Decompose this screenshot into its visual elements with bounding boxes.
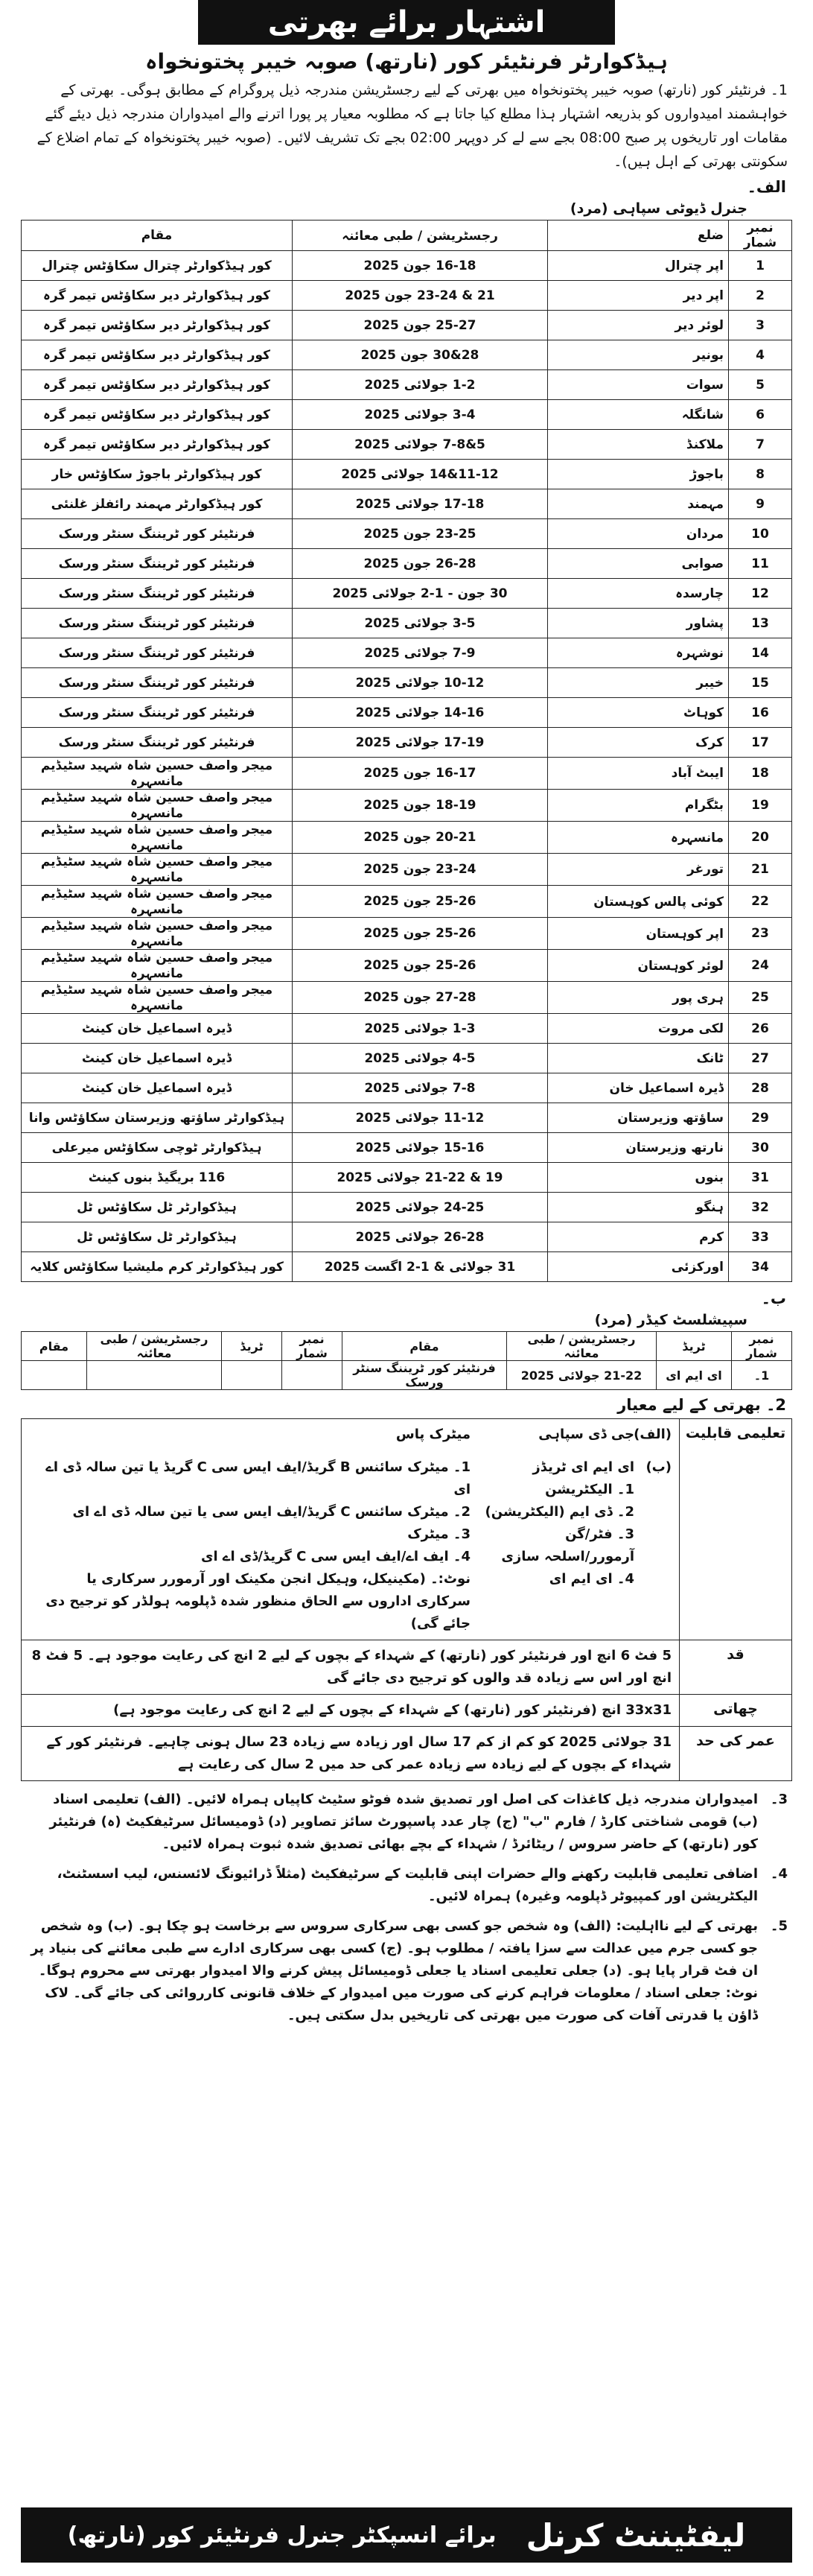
cell-date: 20-21 جون 2025 [293,822,548,854]
edu-b-req: 2۔ میٹرک سائنس C گریڈ/ایف ایس سی یا تین سالہ ڈی اے ای [72,1504,471,1520]
cell-district: مردان [548,519,729,549]
table-row [22,1252,792,1282]
cell-district: تورغر [548,854,729,886]
cell-serial: 20 [729,822,792,854]
cell-date: 1-3 جولائی 2025 [293,1014,548,1044]
cell-date: 25-27 جون 2025 [293,311,548,340]
cell-place: ہیڈکوارٹر ٹل سکاؤٹس ٹل [22,1193,293,1222]
cell-date: 25-26 جون 2025 [293,886,548,918]
cell-district: کوئی پالس کوہستان [548,886,729,918]
cell-place: کور ہیڈکوارٹر دیر سکاؤٹس تیمر گرہ [22,311,293,340]
cell-date: 26-28 جولائی 2025 [293,1222,548,1252]
cell-serial: 3 [729,311,792,340]
header-serial: نمبر شمار [729,221,792,251]
table-row [22,1014,792,1044]
cell-district: اورکزئی [548,1252,729,1282]
section-2-label [27,1396,786,1414]
signature-banner [21,2507,792,2563]
cell-date: 23-24 جون 2025 [293,854,548,886]
cell-date: 16-18 جون 2025 [293,251,548,281]
cell-serial: 9 [729,489,792,519]
cell-district: شانگلہ [548,400,729,430]
note-number: 5۔ [770,1918,788,1934]
cell-district: لکی مروت [548,1014,729,1044]
cell-serial: 32 [729,1193,792,1222]
note-text: امیدواران مندرجہ ذیل کاغذات کی اصل اور تصدیق شدہ فوٹو سٹیٹ کاپیاں ہمراہ لائیں۔ (الف) تعلیمی اسناد (ب) قومی شناختی کارڈ / فارم "ب" (ج) چار عدد پاسپورٹ سائز تصاویر (د) ڈومیسائل سرٹیفکیٹ (ہ) فرنٹیئر کور (نارتھ) کے حاضر سروس / ریٹائرڈ / شہداء کے بچے بھائی تصدیق شدہ ثبوت ہمراہ لائیں۔ [49,1792,758,1852]
cell-place: فرنٹیئر کور ٹریننگ سنٹر ورسک [22,519,293,549]
cell-district: اپر دیر [548,281,729,311]
edu-b-trades [471,1456,634,1635]
cell-date: 7-9 جولائی 2025 [293,638,548,668]
spec-header-serial: نمبر شمار [732,1332,792,1361]
page-subtitle: ہیڈکوارٹر فرنٹیئر کور (نارتھ) صوبہ خیبر پختونخواہ [145,49,668,74]
signature-rank: لیفٹیننٹ کرنل [526,2516,746,2554]
cell-place: میجر واصف حسین شاہ شہید سٹیڈیم مانسہرہ [22,950,293,982]
cell-district: کوہاٹ [548,698,729,728]
cell-place: کور ہیڈکوارٹر چترال سکاؤٹس چترال [22,251,293,281]
cell-district: سوات [548,370,729,400]
section-2-marker: 2۔ [766,1396,786,1414]
table-row [22,822,792,854]
edu-b-req: 1۔ میٹرک سائنس B گریڈ/ایف ایس سی C گریڈ یا تین سالہ ڈی اے ای [45,1459,471,1497]
table-row [22,1044,792,1073]
table-row [22,886,792,918]
table-row [22,1103,792,1133]
table-row [22,400,792,430]
cell-date: 25-26 جون 2025 [293,918,548,950]
cell-serial: 15 [729,668,792,698]
table-row [22,1193,792,1222]
edu-b-trade: آرمورر/اسلحہ سازی [501,1549,634,1564]
header-place: مقام [22,221,293,251]
cell-district: ساؤتھ وزیرستان [548,1103,729,1133]
notes-section [21,1789,792,2027]
edu-b-head: ای ایم ای ٹریڈز [532,1459,634,1475]
table-row [22,728,792,758]
cell-serial: 23 [729,918,792,950]
cell-place: کور ہیڈکوارٹر دیر سکاؤٹس تیمر گرہ [22,281,293,311]
cell-place: کور ہیڈکوارٹر دیر سکاؤٹس تیمر گرہ [22,340,293,370]
table-row [22,668,792,698]
cell-serial: 21 [729,854,792,886]
cell-district: چارسدہ [548,579,729,609]
cell-serial: 11 [729,549,792,579]
cell-place: فرنٹیئر کور ٹریننگ سنٹر ورسک [22,668,293,698]
cell-serial: 7 [729,430,792,460]
schedule-header-row [22,221,792,251]
cell-district: صوابی [548,549,729,579]
edu-b-trade: 4۔ ای ایم ای [549,1571,634,1587]
cell-serial: 1 [729,251,792,281]
note-number: 3۔ [770,1792,788,1807]
cell-district: خیبر [548,668,729,698]
schedule-table [21,220,792,1282]
cell-serial: 25 [729,982,792,1014]
cell-district: لوئر کوہستان [548,950,729,982]
cell-district: ایبٹ آباد [548,758,729,790]
cell-place: ڈیرہ اسماعیل خان کینٹ [22,1044,293,1073]
cell-date: 28&30 جون 2025 [293,340,548,370]
cell-district: کرک [548,728,729,758]
cell-date: 11-12 جولائی 2025 [293,1103,548,1133]
spec-header-date: رجسٹریشن / طبی معائنہ [507,1332,657,1361]
note-item [25,1915,788,2027]
header-district: ضلع [548,221,729,251]
cell-date: 31 جولائی & 1-2 اگست 2025 [293,1252,548,1282]
cell-date: 11-12&14 جولائی 2025 [293,460,548,489]
cell-serial: 24 [729,950,792,982]
chest-label: چھاتی [679,1695,791,1726]
table-row [22,370,792,400]
cell-serial: 34 [729,1252,792,1282]
spec-cell-date: 21-22 جولائی 2025 [507,1361,657,1390]
edu-a-key: (الف) [634,1427,672,1442]
section-b-title: سپیشلسٹ کیڈر (مرد) [594,1312,747,1328]
cell-date: 27-28 جون 2025 [293,982,548,1014]
schedule-body [22,251,792,1282]
cell-district: اپر کوہستان [548,918,729,950]
criteria-age-row [22,1726,791,1780]
height-text: 5 فٹ 6 انچ اور فرنٹیئر کور (نارتھ) کے شہداء کے بچوں کے لیے 2 انچ کی رعایت موجود ہے۔ 5 فٹ 8 انچ اور اس سے زیادہ قد والوں کو ترجیح دی جائے گی [31,1648,672,1686]
cell-district: ٹانک [548,1044,729,1073]
edu-body [22,1419,679,1640]
signature-designation: برائے انسپکٹر جنرل فرنٹیئر کور (نارتھ) [67,2522,497,2548]
section-b-label [27,1289,786,1307]
cell-district: کرم [548,1222,729,1252]
cell-date: 24-25 جولائی 2025 [293,1193,548,1222]
edu-a-cadre: جی ڈی سپاہی [538,1427,634,1442]
spec-cell-place: فرنٹیئر کور ٹریننگ سنٹر ورسک [342,1361,507,1390]
intro-paragraph: 1۔ فرنٹیئر کور (نارتھ) صوبہ خیبر پختونخواہ میں بھرتی کے لیے رجسٹریشن مندرجہ ذیل پروگرام کے مطابق ہوگی۔ بھرتی کے خواہشمند امیدواروں کو بذریعہ اشتہار ہذا مطلع کیا جاتا ہے کہ مطلوبہ معیار پر پورا اترنے والے امیدواران مندرجہ ذیل دیئے گئے مقامات اور تاریخوں پر صبح 08:00 بجے سے لے کر دوپہر 02:00 بجے تک تشریف لائیں۔ (صوبہ خیبر پختونخواہ کے تمام اضلاع کے سکونتی بھرتی کے اہل ہیں)۔ [36,82,788,170]
note-item [25,1789,788,1856]
cell-place: فرنٹیئر کور ٹریننگ سنٹر ورسک [22,609,293,638]
height-label: قد [679,1640,791,1694]
edu-b [29,1456,672,1635]
cell-date: 5&7-8 جولائی 2025 [293,430,548,460]
table-row [22,281,792,311]
cell-place: فرنٹیئر کور ٹریننگ سنٹر ورسک [22,638,293,668]
cell-date: 17-18 جولائی 2025 [293,489,548,519]
table-row [22,460,792,489]
cell-place: میجر واصف حسین شاہ شہید سٹیڈیم مانسہرہ [22,758,293,790]
spec-header-trade-2: ٹریڈ [222,1332,282,1361]
table-row [22,982,792,1014]
cell-district: بنوں [548,1163,729,1193]
age-label: عمر کی حد [679,1727,791,1780]
edu-b-key: (ب) [645,1459,672,1475]
table-row [22,519,792,549]
cell-district: نارتھ وزیرستان [548,1133,729,1163]
cell-place: میجر واصف حسین شاہ شہید سٹیڈیم مانسہرہ [22,982,293,1014]
spec-header-place: مقام [342,1332,507,1361]
cell-date: 14-16 جولائی 2025 [293,698,548,728]
section-a-label [27,178,786,196]
table-row [22,758,792,790]
cell-place: کور ہیڈکوارٹر دیر سکاؤٹس تیمر گرہ [22,400,293,430]
cell-place: فرنٹیئر کور ٹریننگ سنٹر ورسک [22,728,293,758]
cell-place: کور ہیڈکوارٹر دیر سکاؤٹس تیمر گرہ [22,370,293,400]
cell-date: 25-26 جون 2025 [293,950,548,982]
page-title: اشتہار برائے بھرتی [198,0,615,45]
cell-district: اپر چترال [548,251,729,281]
cell-serial: 2 [729,281,792,311]
edu-b-trade: 3۔ فٹر/گن [565,1526,634,1542]
cell-place: میجر واصف حسین شاہ شہید سٹیڈیم مانسہرہ [22,886,293,918]
section-b-marker: ب۔ [761,1289,786,1307]
table-row [22,489,792,519]
cell-date: 15-16 جولائی 2025 [293,1133,548,1163]
note-number: 4۔ [770,1866,788,1882]
cell-district: مہمند [548,489,729,519]
table-row [22,790,792,822]
cell-serial: 8 [729,460,792,489]
note-text: اضافی تعلیمی قابلیت رکھنے والے حضرات اپنی قابلیت کے سرٹیفکیٹ (مثلاً ڈرائیونگ لائسنس، لیب اسسٹنٹ، الیکٹریشن اور کمپیوٹر ڈپلومہ وغیرہ) ہمراہ لائیں۔ [57,1866,758,1904]
table-row [22,340,792,370]
cell-date: 30 جون - 1-2 جولائی 2025 [293,579,548,609]
note-text: بھرتی کے لیے نااہلیت: (الف) وہ شخص جو کسی بھی سرکاری سروس سے برخاست ہو چکا ہو۔ (ب) وہ شخص جو کسی جرم میں عدالت سے سزا یافتہ / مطلوب ہو۔ (ج) کسی بھی سرکاری ادارے سے طبی معائنے کی بنیاد پر ان فٹ قرار پایا ہو۔ (د) جعلی تعلیمی اسناد یا جعلی ڈومیسائل پیش کرنے والا امیدوار بھرتی سے محروم ہوگا۔ نوٹ: جعلی اسناد / معلومات فراہم کرنے کی صورت میں امیدوار کے خلاف قانونی کارروائی کی جائے گی۔ لاک ڈاؤن یا قدرتی آفات کی صورت میں بھرتی کی تاریخیں بدل سکتی ہیں۔ [31,1918,758,2023]
edu-label: تعلیمی قابلیت [679,1419,791,1640]
cell-district: ہنگو [548,1193,729,1222]
cell-serial: 12 [729,579,792,609]
table-row [22,311,792,340]
criteria-box [21,1418,792,1781]
cell-place: کور ہیڈکوارٹر دیر سکاؤٹس تیمر گرہ [22,430,293,460]
cell-place: میجر واصف حسین شاہ شہید سٹیڈیم مانسہرہ [22,822,293,854]
cell-serial: 6 [729,400,792,430]
spec-cell-empty [87,1361,222,1390]
table-row [22,1133,792,1163]
cell-date: 17-19 جولائی 2025 [293,728,548,758]
cell-date: 26-28 جون 2025 [293,549,548,579]
cell-serial: 13 [729,609,792,638]
cell-place: کور ہیڈکوارٹر کرم ملیشیا سکاؤٹس کلایہ [22,1252,293,1282]
cell-place: فرنٹیئر کور ٹریننگ سنٹر ورسک [22,579,293,609]
spec-cell-empty [222,1361,282,1390]
cell-date: 19 & 21-22 جولائی 2025 [293,1163,548,1193]
cell-serial: 5 [729,370,792,400]
cell-serial: 4 [729,340,792,370]
table-row [22,579,792,609]
specialist-header-row [22,1332,792,1361]
cell-serial: 18 [729,758,792,790]
spec-cell-empty [22,1361,87,1390]
table-row [22,698,792,728]
spec-cell-empty [282,1361,342,1390]
table-row [22,1222,792,1252]
cell-date: 10-12 جولائی 2025 [293,668,548,698]
cell-serial: 17 [729,728,792,758]
edu-b-trade: 1۔ الیکٹریشن [545,1482,634,1497]
cell-date: 3-5 جولائی 2025 [293,609,548,638]
criteria-chest-row [22,1694,791,1726]
cell-serial: 14 [729,638,792,668]
cell-place: کور ہیڈکوارٹر باجوڑ سکاؤٹس خار [22,460,293,489]
cell-place: 116 بریگیڈ بنوں کینٹ [22,1163,293,1193]
table-row [22,950,792,982]
cell-district: بونیر [548,340,729,370]
cell-district: پشاور [548,609,729,638]
cell-date: 4-5 جولائی 2025 [293,1044,548,1073]
chest-text: 33x31 انچ (فرنٹیئر کور (نارتھ) کے شہداء کے بچوں کے لیے 2 انچ کی رعایت موجود ہے) [113,1702,672,1718]
table-row [22,609,792,638]
cell-place: میجر واصف حسین شاہ شہید سٹیڈیم مانسہرہ [22,854,293,886]
cell-place: فرنٹیئر کور ٹریننگ سنٹر ورسک [22,698,293,728]
table-row [22,1163,792,1193]
spec-cell-trade: ای ایم ای [657,1361,732,1390]
criteria-height-row [22,1640,791,1694]
cell-date: 23-25 جون 2025 [293,519,548,549]
cell-district: نوشہرہ [548,638,729,668]
edu-b-note: نوٹ:۔ (مکینیکل، وہیکل انجن مکینک اور آرمورر سرکاری یا سرکاری اداروں سے الحاق منظور شدہ ڈپلومہ ہولڈر کو ترجیح دی جائے گی) [45,1571,471,1631]
cell-district: مانسہرہ [548,822,729,854]
specialist-row [22,1361,792,1390]
cell-district: ہری پور [548,982,729,1014]
cell-place: میجر واصف حسین شاہ شہید سٹیڈیم مانسہرہ [22,790,293,822]
cell-serial: 16 [729,698,792,728]
table-row [22,1073,792,1103]
cell-date: 7-8 جولائی 2025 [293,1073,548,1103]
spec-header-serial-2: نمبر شمار [282,1332,342,1361]
criteria-edu-row [22,1419,791,1640]
cell-place: ڈیرہ اسماعیل خان کینٹ [22,1014,293,1044]
cell-date: 18-19 جون 2025 [293,790,548,822]
cell-district: ڈیرہ اسماعیل خان [548,1073,729,1103]
cell-serial: 33 [729,1222,792,1252]
table-row [22,918,792,950]
cell-serial: 27 [729,1044,792,1073]
note-item [25,1863,788,1908]
cell-serial: 19 [729,790,792,822]
cell-district: ملاکنڈ [548,430,729,460]
cell-serial: 10 [729,519,792,549]
cell-district: لوئر دیر [548,311,729,340]
header-date: رجسٹریشن / طبی معائنہ [293,221,548,251]
cell-district: بٹگرام [548,790,729,822]
cell-place: ہیڈکوارٹر ساؤتھ وزیرستان سکاؤٹس وانا [22,1103,293,1133]
table-row [22,638,792,668]
table-row [22,549,792,579]
edu-b-req: 4۔ ایف اے/ایف ایس سی C گریڈ/ڈی اے ای [200,1549,471,1564]
spec-header-place-2: مقام [22,1332,87,1361]
table-row [22,854,792,886]
specialist-table [21,1331,792,1390]
edu-b-trade: 2۔ ڈی ایم (الیکٹریشن) [485,1504,634,1520]
spec-header-trade: ٹریڈ [657,1332,732,1361]
cell-serial: 28 [729,1073,792,1103]
age-text: 31 جولائی 2025 کو کم از کم 17 سال اور زیادہ سے زیادہ 23 سال ہونی چاہیے۔ فرنٹیئر کور کے شہداء کے بچوں کے لیے زیادہ سے زیادہ عمر کی حد میں 2 سال کی رعایت ہے [46,1734,672,1772]
cell-place: ڈیرہ اسماعیل خان کینٹ [22,1073,293,1103]
cell-date: 1-2 جولائی 2025 [293,370,548,400]
cell-place: کور ہیڈکوارٹر مہمند رائفلز غلنئی [22,489,293,519]
section-a-title: جنرل ڈیوٹی سپاہی (مرد) [570,200,747,217]
section-2-title: بھرتی کے لیے معیار [617,1396,761,1414]
edu-b-reqs [29,1456,471,1635]
cell-serial: 30 [729,1133,792,1163]
edu-a [29,1424,672,1446]
spec-cell-serial: 1۔ [732,1361,792,1390]
cell-serial: 29 [729,1103,792,1133]
cell-place: فرنٹیئر کور ٹریننگ سنٹر ورسک [22,549,293,579]
cell-district: باجوڑ [548,460,729,489]
cell-date: 16-17 جون 2025 [293,758,548,790]
cell-date: 3-4 جولائی 2025 [293,400,548,430]
table-row [22,430,792,460]
edu-b-req: 3۔ میٹرک [407,1526,471,1542]
cell-serial: 22 [729,886,792,918]
section-a-marker: الف۔ [747,178,786,196]
cell-serial: 31 [729,1163,792,1193]
spec-header-date-2: رجسٹریشن / طبی معائنہ [87,1332,222,1361]
table-row [22,251,792,281]
cell-serial: 26 [729,1014,792,1044]
cell-place: ہیڈکوارٹر ٹوچی سکاؤٹس میرعلی [22,1133,293,1163]
cell-place: میجر واصف حسین شاہ شہید سٹیڈیم مانسہرہ [22,918,293,950]
cell-place: ہیڈکوارٹر ٹل سکاؤٹس ٹل [22,1222,293,1252]
edu-a-req: میٹرک پاس [395,1427,471,1442]
cell-date: 21 & 23-24 جون 2025 [293,281,548,311]
